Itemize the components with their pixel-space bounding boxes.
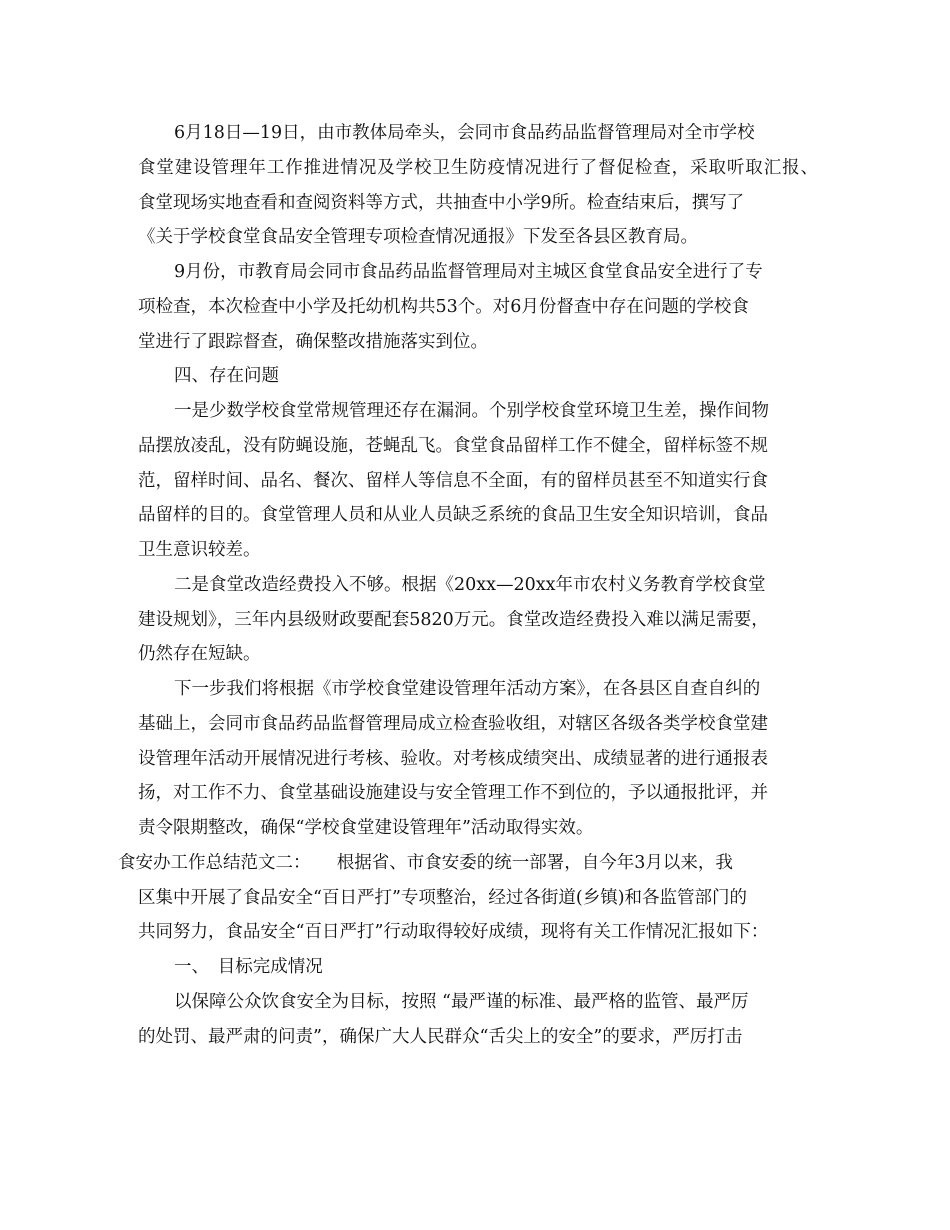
paragraph-line: 《关于学校食堂食品安全管理专项检查情况通报》下发至各县区教育局。 <box>138 227 698 248</box>
paragraph-line: 设管理年活动开展情况进行考核、验收。对考核成绩突出、成绩显著的进行通报表 <box>138 748 768 769</box>
paragraph-line: 食安办工作总结范文二： 根据省、市食安委的统一部署，自今年3月以来，我 <box>118 852 733 873</box>
paragraph-line: 卫生意识较差。 <box>138 540 261 560</box>
paragraph-line: 9月份，市教育局会同市食品药品监督管理局对主城区食堂食品安全进行了专 <box>174 262 763 282</box>
paragraph-line: 堂进行了跟踪督查，确保整改措施落实到位。 <box>138 331 488 352</box>
paragraph-line: 以保障公众饮食安全为目标，按照 “最严谨的标准、最严格的监管、最严厉 <box>174 991 749 1012</box>
paragraph-line: 品留样的目的。食堂管理人员和从业人员缺乏系统的食品卫生安全知识培训，食品 <box>138 505 768 526</box>
paragraph-line: 品摆放凌乱，没有防蝇设施，苍蝇乱飞。食堂食品留样工作不健全，留样标签不规 <box>138 435 768 456</box>
paragraph-line: 下一步我们将根据《市学校食堂建设管理年活动方案》，在各县区自查自纠的 <box>174 679 761 699</box>
section-heading: 四、存在问题 <box>174 366 279 387</box>
paragraph-line: 二是食堂改造经费投入不够。根据《20xx—20xx年市农村义务教育学校食堂 <box>174 574 766 595</box>
paragraph-line: 区集中开展了食品安全“百日严打”专项整治，经过各街道(乡镇)和各监管部门的 <box>138 887 748 908</box>
paragraph-line: 共同努力，食品安全“百日严打”行动取得较好成绩，现将有关工作情况汇报如下： <box>138 922 769 943</box>
paragraph-line: 范，留样时间、品名、餐次、留样人等信息不全面，有的留样员甚至不知道实行食 <box>138 470 768 491</box>
paragraph-line: 项检查，本次检查中小学及托幼机构共53个。对6月份督查中存在问题的学校食 <box>138 296 749 317</box>
paragraph-line: 基础上，会同市食品药品监督管理局成立检查验收组，对辖区各级各类学校食堂建 <box>138 713 768 734</box>
section-heading: 一、 目标完成情况 <box>174 957 323 977</box>
paragraph-line: 的处罚、最严肃的问责”，确保广大人民群众“舌尖上的安全”的要求，严厉打击 <box>138 1026 743 1047</box>
paragraph-line: 6月18日—19日，由市教体局牵头，会同市食品药品监督管理局对全市学校 <box>174 123 755 143</box>
paragraph-line: 仍然存在短缺。 <box>138 644 261 665</box>
paragraph-line: 建设规划》，三年内县级财政要配套5820万元。食堂改造经费投入难以满足需要， <box>138 609 769 630</box>
paragraph-line: 扬，对工作不力、食堂基础设施建设与安全管理工作不到位的，予以通报批评，并 <box>138 783 768 804</box>
paragraph-line: 一是少数学校食堂常规管理还存在漏洞。个别学校食堂环境卫生差，操作间物 <box>174 401 769 421</box>
document-body <box>118 116 818 1054</box>
paragraph-line: 食堂建设管理年工作推进情况及学校卫生防疫情况进行了督促检查，采取听取汇报、 <box>138 157 818 178</box>
paragraph-line: 食堂现场实地查看和查阅资料等方式，共抽查中小学9所。检查结束后，撰写了 <box>138 192 745 213</box>
paragraph-line: 责令限期整改，确保“学校食堂建设管理年”活动取得实效。 <box>138 818 594 838</box>
